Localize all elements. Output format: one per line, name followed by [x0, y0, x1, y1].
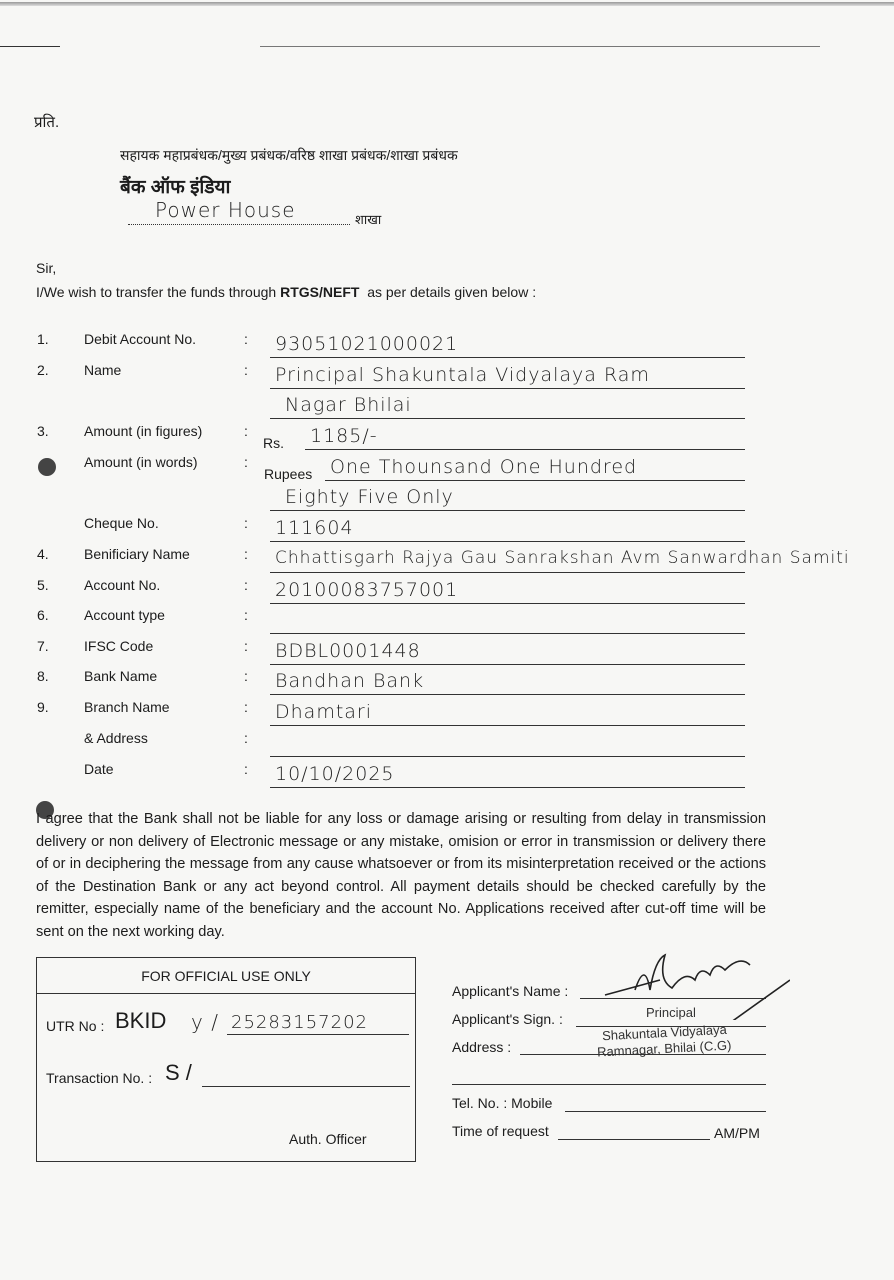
field-colon: : [244, 699, 248, 715]
field-value: 93051021000021 [275, 333, 459, 355]
divider [37, 993, 415, 994]
field-line[interactable] [270, 541, 745, 542]
time-label: Time of request [452, 1123, 549, 1139]
field-value: 1185/- [310, 425, 378, 447]
salutation: Sir, [36, 260, 57, 276]
field-number: 8. [37, 668, 49, 684]
field-label: Account No. [84, 577, 161, 593]
field-label: IFSC Code [84, 638, 154, 654]
field-colon: : [244, 607, 248, 623]
field-value: One Thounsand One Hundred [330, 456, 638, 478]
field-line[interactable] [270, 418, 745, 419]
field-label: & Address [84, 730, 148, 746]
field-line[interactable] [270, 787, 745, 788]
stamp-line-3: Ramnagar, Bhilai (C.G) [596, 1037, 732, 1060]
intro-post: as per details given below : [359, 284, 537, 300]
field-value-continued: Eighty Five Only [285, 486, 454, 508]
field-label: Account type [84, 607, 165, 623]
utr-prefix: BKID [115, 1008, 167, 1033]
field-label: Name [84, 362, 122, 378]
field-colon: : [244, 638, 248, 654]
field-number: 6. [37, 607, 49, 623]
field-label: Debit Account No. [84, 331, 197, 347]
txn-label: Transaction No. : [46, 1070, 153, 1086]
field-label: Date [84, 761, 114, 777]
disclaimer: I agree that the Bank shall not be liable for any loss or damage arising or resulting from delay in transmission delivery or non delivery of Electronic message or any mistake, omision or error in transmission or delivery there of or in deciphering the message from any cause whatsoever or from its misinterpretation received or the actions of the Destination Bank or any act beyond control. All payment details should be checked carefully by the remitter, especially name of the beneficiary and the account No. Applications received after cut-off time will be sent on the next working day. [36, 811, 766, 940]
hole-punch-mark [38, 458, 56, 476]
designation: सहायक महाप्रबंधक/मुख्य प्रबंधक/वरिष्ठ शाखा प्रबंधक/शाखा प्रबंधक [120, 147, 458, 163]
applicant-sign-label: Applicant's Sign. : [452, 1011, 563, 1027]
field-colon: : [244, 546, 248, 562]
utr-line[interactable] [227, 1034, 409, 1035]
field-line[interactable] [270, 633, 745, 634]
field-line[interactable] [270, 388, 745, 389]
field-number: 2. [37, 362, 49, 378]
bank-name-hindi: बैंक ऑफ इंडिया [120, 177, 231, 198]
field-number: 4. [37, 546, 49, 562]
field-label: Bank Name [84, 668, 158, 684]
address-label: Address : [452, 1039, 512, 1055]
utr-mid: y / [191, 1010, 219, 1034]
field-prefix: Rs. [263, 435, 284, 451]
utr-value: 25283157202 [231, 1012, 368, 1033]
to-label: प्रति. [34, 114, 60, 131]
branch-value: Power House [155, 198, 296, 222]
field-number: 3. [37, 423, 49, 439]
field-number: 7. [37, 638, 49, 654]
official-use-box [36, 957, 416, 1162]
applicant-name-label: Applicant's Name : [452, 983, 569, 999]
field-line[interactable] [270, 572, 745, 573]
scan-edge [0, 2, 894, 6]
field-prefix: Rupees [264, 466, 313, 482]
intro-pre: I/We wish to transfer the funds through [36, 284, 281, 300]
field-number: 9. [37, 699, 49, 715]
tel-label: Tel. No. : Mobile [452, 1095, 553, 1111]
field-colon: : [244, 423, 248, 439]
field-label: Benificiary Name [84, 546, 190, 562]
field-colon: : [244, 515, 248, 531]
auth-officer: Auth. Officer [289, 1131, 367, 1147]
tel-line[interactable] [565, 1111, 766, 1112]
field-value: Dhamtari [275, 701, 373, 723]
branch-suffix: शाखा [355, 212, 382, 227]
stamp-line-1: Principal [646, 1005, 696, 1020]
field-label: Amount (in words) [84, 454, 198, 470]
stamp-line-2: Shakuntala Vidyalaya [601, 1021, 728, 1044]
utr-label: UTR No : [46, 1018, 105, 1034]
field-colon: : [244, 454, 248, 470]
field-colon: : [244, 362, 248, 378]
field-value-continued: Nagar Bhilai [285, 394, 412, 416]
field-colon: : [244, 730, 248, 746]
field-label: Amount (in figures) [84, 423, 203, 439]
field-number: 5. [37, 577, 49, 593]
field-line[interactable] [270, 725, 745, 726]
field-label: Branch Name [84, 699, 170, 715]
ampm: AM/PM [714, 1125, 760, 1141]
field-label: Cheque No. [84, 515, 159, 531]
field-line[interactable] [305, 449, 745, 450]
field-line[interactable] [270, 694, 745, 695]
field-line[interactable] [270, 664, 745, 665]
field-line[interactable] [270, 510, 745, 511]
txn-line[interactable] [202, 1086, 410, 1087]
field-value: Bandhan Bank [275, 670, 425, 692]
field-colon: : [244, 577, 248, 593]
field-value: 20100083757001 [275, 579, 459, 601]
field-colon: : [244, 761, 248, 777]
field-value: 111604 [275, 517, 354, 539]
divider [0, 46, 60, 47]
official-title: FOR OFFICIAL USE ONLY [141, 968, 311, 984]
intro-bold: RTGS/NEFT [280, 284, 360, 300]
field-colon: : [244, 331, 248, 347]
address-line-2[interactable] [452, 1084, 766, 1085]
intro-text [36, 284, 536, 300]
field-line[interactable] [270, 756, 745, 757]
time-line[interactable] [558, 1139, 710, 1140]
field-line[interactable] [270, 357, 745, 358]
field-line[interactable] [325, 480, 745, 481]
field-value: Principal Shakuntala Vidyalaya Ram [275, 364, 650, 386]
divider [260, 46, 820, 47]
field-value: Chhattisgarh Rajya Gau Sanrakshan Avm Sanwardhan Samiti [275, 548, 850, 568]
field-value: 10/10/2025 [275, 763, 395, 785]
txn-prefix: S / [165, 1060, 192, 1085]
field-number: 1. [37, 331, 49, 347]
field-colon: : [244, 668, 248, 684]
field-line[interactable] [270, 603, 745, 604]
field-value: BDBL0001448 [275, 640, 421, 662]
